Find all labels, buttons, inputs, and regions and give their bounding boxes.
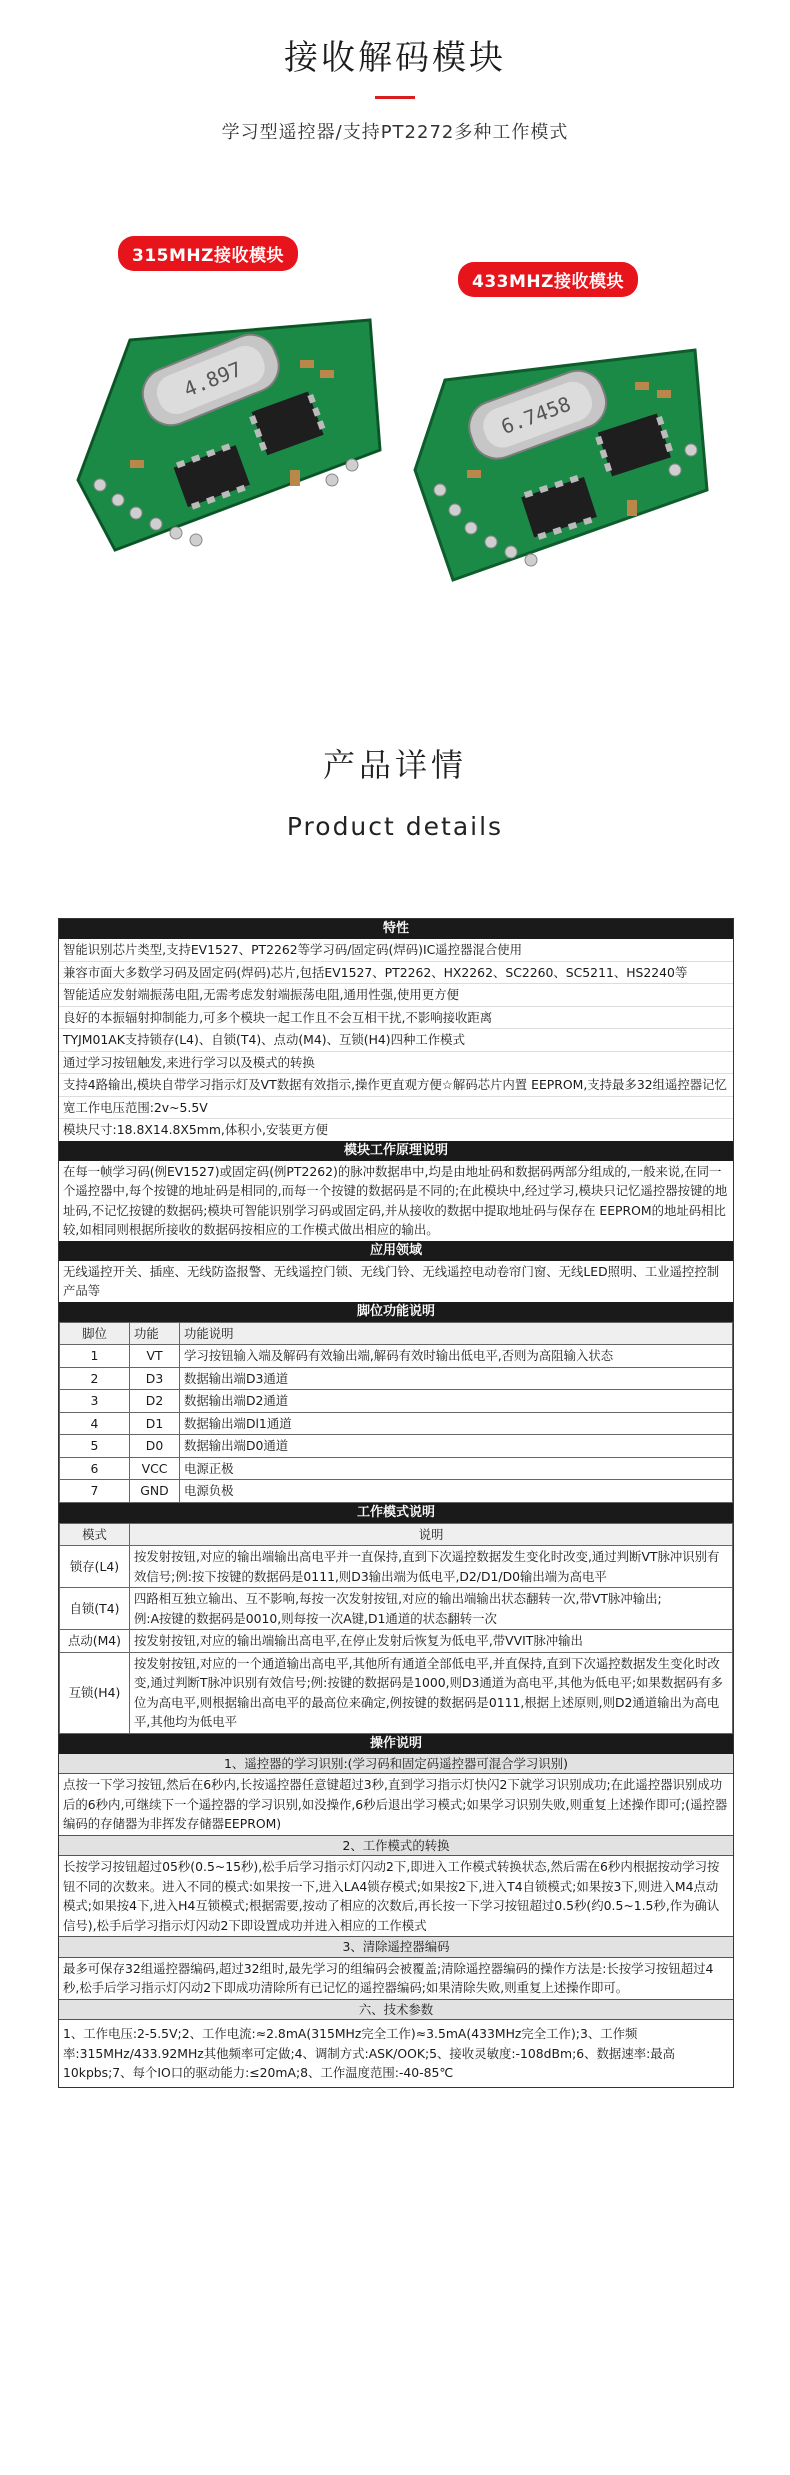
feature-item: 智能识别芯片类型,支持EV1527、PT2262等学习码/固定码(焊码)IC遥控器混合使用 [63, 942, 523, 957]
details-title: 产品详情 [322, 746, 467, 784]
tech-heading: 六、技术参数 [59, 1999, 733, 2021]
pin-description: 学习按钮输入端及解码有效输出端,解码有效时输出低电平,否则为高阻输入状态 [180, 1345, 733, 1368]
pin-name: D0 [130, 1435, 180, 1458]
modes-header-desc: 说明 [130, 1523, 733, 1546]
pin-row [60, 1412, 733, 1435]
pins-table [59, 1322, 733, 1503]
pin-description: 电源负极 [180, 1480, 733, 1503]
pin-description: 数据输出端D0通道 [180, 1435, 733, 1458]
pin-number: 2 [60, 1367, 130, 1390]
pin-description: 数据输出端D3通道 [180, 1367, 733, 1390]
pin-row [60, 1367, 733, 1390]
pin-row [60, 1435, 733, 1458]
pins-heading: 脚位功能说明 [59, 1302, 733, 1322]
mode-row [60, 1630, 733, 1653]
mode-name: 自锁(T4) [60, 1588, 130, 1630]
crystal-label-433: 6.7458 [497, 391, 574, 439]
mode-name: 锁存(L4) [60, 1546, 130, 1588]
pin-name: GND [130, 1480, 180, 1503]
board-315mhz-image [70, 300, 390, 570]
mode-description: 四路相互独立输出、互不影响,每按一次发射按钮,对应的输出端输出状态翻转一次,带VT脉冲输出; 例:A按键的数据码是0010,则每按一次A键,D1通道的状态翻转一次 [130, 1588, 733, 1630]
pin-description: 数据输出端Dl1通道 [180, 1412, 733, 1435]
op3-text: 最多可保存32组遥控器编码,超过32组时,最先学习的组编码会被覆盖;清除遥控器编码的操作方法是:长按学习按钮超过4秒,松手后学习指示灯闪动2下即成功清除所有已记忆的遥控器编码;如果清除失败,则重复上述操作即可。 [63, 1960, 714, 1995]
mode-name: 点动(M4) [60, 1630, 130, 1653]
op1-heading: 1、遥控器的学习识别:(学习码和固定码遥控器可混合学习识别) [59, 1754, 733, 1775]
pin-name: D2 [130, 1390, 180, 1413]
title-underline [375, 96, 415, 99]
features-list [59, 939, 733, 1141]
principle-text: 在每一帧学习码(例EV1527)或固定码(例PT2262)的脉冲数据串中,均是由地址码和数据码两部分组成的,一般来说,在同一个遥控器中,每个按键的地址码是相同的,而每一个按键的数据码是不同的;在此模块中,经过学习,模块只记忆遥控器按键的地址码,不记忆按键的数据码;模块可智能识别学习码或固定码,并从接收的数据中提取地址码与保存在 EEPROM的地址码相比较,如相同则根据所接收的数据码按相应的工作模式做出相应的输出。 [63, 1163, 728, 1237]
operations-heading: 操作说明 [59, 1734, 733, 1754]
pin-number: 1 [60, 1345, 130, 1368]
pin-number: 6 [60, 1457, 130, 1480]
feature-item: 通过学习按钮触发,来进行学习以及模式的转换 [59, 1051, 733, 1074]
modes-table [59, 1523, 733, 1734]
crystal-label-315: 4.897 [180, 356, 246, 402]
pin-name: VT [130, 1345, 180, 1368]
mode-name: 互锁(H4) [60, 1652, 130, 1733]
mode-description: 按发射按钮,对应的一个通道输出高电平,其他所有通道全部低电平,并直保持,直到下次遥控数据发生变化时改变,通过判断T脉冲识别有效信号;例:按键的数据码是1000,则D3通道为高电平,其他为低电平;如果数据码有多位为高电平,则根据输出高电平的最高位来确定,例按键的数据码是0111,根据上述原则,则D2通道输出为高电平,其他均为低电平 [130, 1652, 733, 1733]
mode-row [60, 1588, 733, 1630]
modes-header-mode: 模式 [60, 1523, 130, 1546]
applications-heading: 应用领域 [59, 1241, 733, 1261]
pin-number: 5 [60, 1435, 130, 1458]
feature-item: 兼容市面大多数学习码及固定码(焊码)芯片,包括EV1527、PT2262、HX2262、SC2260、SC5211、HS2240等 [59, 961, 733, 984]
details-subtitle: Product details [286, 812, 504, 841]
applications-text: 无线遥控开关、插座、无线防盗报警、无线遥控门锁、无线门铃、无线遥控电动卷帘门窗、无线LED照明、工业遥控控制产品等 [63, 1263, 720, 1298]
spec-table [58, 918, 734, 2088]
mode-description: 按发射按钮,对应的输出端输出高电平,在停止发射后恢复为低电平,带VVIT脉冲输出 [130, 1630, 733, 1653]
pin-number: 3 [60, 1390, 130, 1413]
pin-name: D1 [130, 1412, 180, 1435]
modes-heading: 工作模式说明 [59, 1503, 733, 1523]
pin-description: 电源正极 [180, 1457, 733, 1480]
pins-header-no: 脚位 [60, 1322, 130, 1345]
feature-item: 智能适应发射端振荡电阻,无需考虑发射端振荡电阻,通用性强,使用更方便 [59, 983, 733, 1006]
feature-item: 模块尺寸:18.8X14.8X5mm,体积小,安装更方便 [59, 1118, 733, 1141]
pin-name: VCC [130, 1457, 180, 1480]
pin-row [60, 1480, 733, 1503]
pin-number: 7 [60, 1480, 130, 1503]
pin-row [60, 1457, 733, 1480]
op1-text: 点按一下学习按钮,然后在6秒内,长按遥控器任意键超过3秒,直到学习指示灯快闪2下就学习识别成功;在此遥控器识别成功后的6秒内,可继续下一个遥控器的学习识别,如没操作,6秒后退出学习模式;如果学习识别失败,则重复上述操作即可;(遥控器编码的存储器为非挥发存储器EEPROM) [63, 1777, 728, 1831]
badge-315mhz: 315MHZ接收模块 [118, 236, 298, 271]
pin-number: 4 [60, 1412, 130, 1435]
features-heading: 特性 [59, 919, 733, 939]
pin-name: D3 [130, 1367, 180, 1390]
op3-heading: 3、清除遥控器编码 [59, 1936, 733, 1958]
feature-item: 良好的本振辐射抑制能力,可多个模块一起工作且不会互相干扰,不影响接收距离 [59, 1006, 733, 1029]
feature-item: 宽工作电压范围:2v~5.5V [59, 1096, 733, 1119]
op2-text: 长按学习按钮超过05秒(0.5~15秒),松手后学习指示灯闪动2下,即进入工作模式转换状态,然后需在6秒内根据按动学习按钮不同的次数来。进入不同的模式:如果按一下,进入LA4锁存模式;如果按2下,进入T4自锁模式;如果按3下,则进入M4点动模式;如果按4下,进入H4互锁模式;根据需要,按动了相应的次数后,再长按一下学习按钮超过0.5秒(约0.5~1.5秒,作为确认信号),松手后学习指示灯闪动2下即设置成功并进入相应的工作模式 [63, 1859, 720, 1933]
pins-header-desc: 功能说明 [180, 1322, 733, 1345]
op2-heading: 2、工作模式的转换 [59, 1835, 733, 1857]
page-title: 接收解码模块 [284, 38, 506, 78]
mode-row [60, 1652, 733, 1733]
tech-text: 1、工作电压:2-5.5V;2、工作电流:≈2.8mA(315MHz完全工作)≈3.5mA(433MHz完全工作);3、工作频率:315MHz/433.92MHz其他频率可定做;4、调制方式:ASK/OOK;5、接收灵敏度:-108dBm;6、数据速率:最高10kpbs;7、每个IO口的驱动能力:≤20mA;8、工作温度范围:-40-85℃ [63, 2026, 676, 2080]
feature-item: TYJM01AK支持锁存(L4)、自锁(T4)、点动(M4)、互锁(H4)四种工作模式 [59, 1028, 733, 1051]
pin-row [60, 1345, 733, 1368]
pin-description: 数据输出端D2通道 [180, 1390, 733, 1413]
feature-item: 支持4路输出,模块自带学习指示灯及VT数据有效指示,操作更直观方便☆解码芯片内置 EEPROM,支持最多32组遥控器记忆 [59, 1073, 733, 1096]
badge-433mhz: 433MHZ接收模块 [458, 262, 638, 297]
principle-heading: 模块工作原理说明 [59, 1141, 733, 1161]
mode-row [60, 1546, 733, 1588]
pins-header-func: 功能 [130, 1322, 180, 1345]
board-433mhz-image [395, 330, 725, 600]
pin-row [60, 1390, 733, 1413]
page-subtitle: 学习型遥控器/支持PT2272多种工作模式 [221, 122, 569, 143]
mode-description: 按发射按钮,对应的输出端输出高电平并一直保持,直到下次遥控数据发生变化时改变,通过判断VT脉冲识别有效信号;例:按下按键的数据码是0111,则D3输出端为低电平,D2/D1/D0输出端为高电平 [130, 1546, 733, 1588]
